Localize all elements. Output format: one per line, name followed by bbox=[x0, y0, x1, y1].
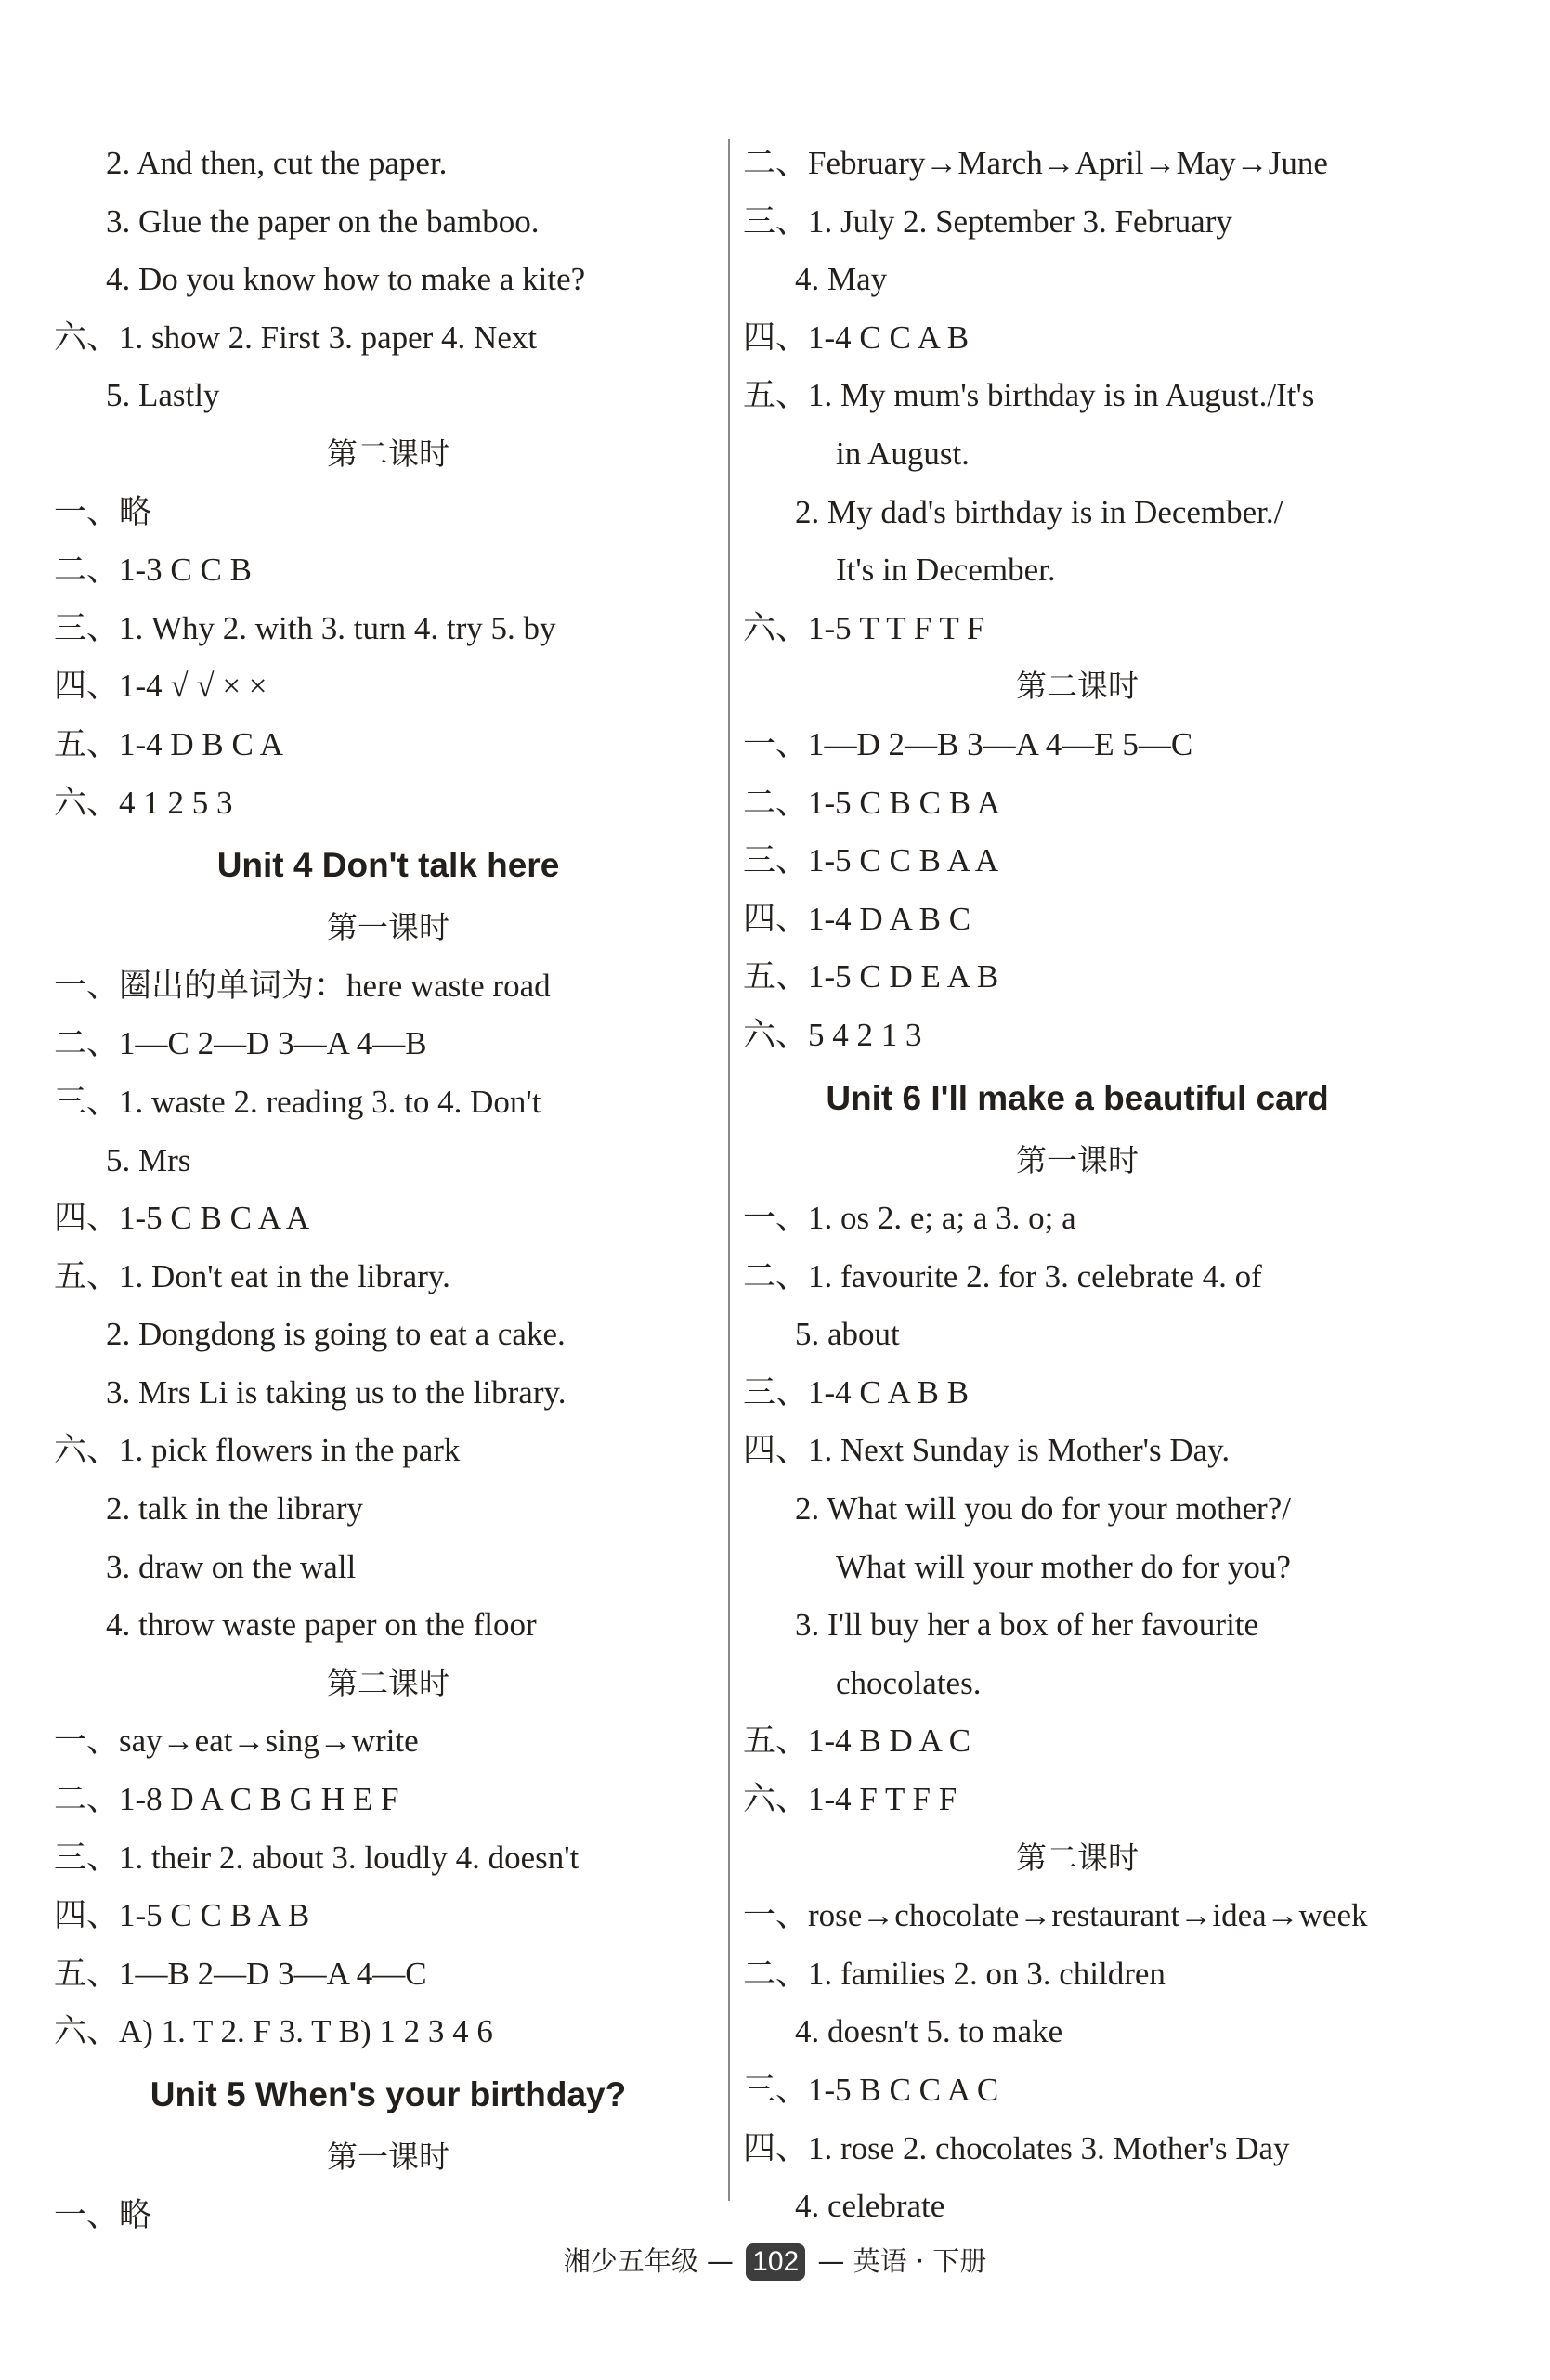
answer-line: 3. Glue the paper on the bamboo. bbox=[106, 202, 540, 240]
answer-line: 3. I'll buy her a box of her favourite bbox=[795, 1606, 1259, 1644]
answer-line: 一、略 bbox=[54, 493, 152, 530]
answer-line: 2. talk in the library bbox=[106, 1490, 364, 1528]
answer-line: 四、1. Next Sunday is Mother's Day. bbox=[743, 1432, 1231, 1469]
footer-book-info: 湘少五年级 — bbox=[563, 2245, 734, 2277]
answer-line: 二、1. favourite 2. for 3. celebrate 4. of bbox=[743, 1257, 1262, 1294]
lesson-heading: 第二课时 bbox=[327, 435, 449, 472]
answer-line: 2. What will you do for your mother?/ bbox=[795, 1490, 1291, 1528]
lesson-heading: 第一课时 bbox=[327, 2139, 449, 2175]
answer-line: 一、1. os 2. e; a; a 3. o; a bbox=[743, 1200, 1076, 1237]
answer-line: 六、1. pick flowers in the park bbox=[54, 1432, 461, 1469]
answer-line: 六、1-5 T T F T F bbox=[743, 609, 985, 646]
answer-line: 5. Lastly bbox=[106, 377, 220, 414]
answer-line: chocolates. bbox=[836, 1664, 982, 1701]
answer-line: 一、rose→chocolate→restaurant→idea→week bbox=[743, 1897, 1368, 1934]
answer-line: 2. Dongdong is going to eat a cake. bbox=[106, 1316, 566, 1353]
footer-subject-info: — 英语 · 下册 bbox=[817, 2245, 987, 2277]
answer-line: 三、1-5 C C B A A bbox=[743, 842, 999, 879]
answer-line: 五、1—B 2—D 3—A 4—C bbox=[54, 1955, 427, 1992]
answer-line: 5. about bbox=[795, 1316, 900, 1353]
answer-line: 六、5 4 2 1 3 bbox=[743, 1016, 922, 1053]
answer-line: 3. draw on the wall bbox=[106, 1548, 357, 1585]
answer-line: 一、say→eat→sing→write bbox=[54, 1723, 419, 1760]
answer-line: 二、February→March→April→May→June bbox=[743, 145, 1328, 181]
answer-line: 一、1—D 2—B 3—A 4—E 5—C bbox=[743, 725, 1193, 762]
answer-line: 二、1-5 C B C B A bbox=[743, 784, 1001, 821]
answer-line: 三、1-5 B C C A C bbox=[743, 2072, 999, 2108]
answer-line: 六、1. show 2. First 3. paper 4. Next bbox=[54, 319, 538, 356]
answer-line: 五、1-5 C D E A B bbox=[743, 958, 999, 995]
answer-line: 3. Mrs Li is taking us to the library. bbox=[106, 1373, 567, 1411]
answer-line: 4. doesn't 5. to make bbox=[795, 2013, 1063, 2050]
answer-line: It's in December. bbox=[836, 552, 1056, 589]
answer-line: 五、1-4 B D A C bbox=[743, 1723, 971, 1760]
answer-line: 一、略 bbox=[54, 2196, 152, 2233]
answer-line: 2. My dad's birthday is in December./ bbox=[795, 493, 1283, 530]
column-divider bbox=[728, 139, 730, 2201]
answer-line: 三、1-4 C A B B bbox=[743, 1373, 970, 1411]
answer-line: 一、圈出的单词为：here waste road bbox=[54, 967, 551, 1004]
answer-line: in August. bbox=[836, 435, 970, 472]
answer-line: 二、1-3 C C B bbox=[54, 552, 252, 589]
unit-heading: Unit 6 I'll make a beautiful card bbox=[826, 1078, 1329, 1117]
answer-line: 4. May bbox=[795, 261, 888, 298]
answer-line: 五、1-4 D B C A bbox=[54, 725, 283, 762]
lesson-heading: 第二课时 bbox=[1016, 668, 1139, 705]
answer-line: 四、1. rose 2. chocolates 3. Mother's Day bbox=[743, 2129, 1290, 2166]
answer-line: 三、1. their 2. about 3. loudly 4. doesn't bbox=[54, 1839, 580, 1876]
answer-line: 二、1-8 D A C B G H E F bbox=[54, 1781, 399, 1818]
answer-line: 四、1-4 √ √ × × bbox=[54, 668, 267, 705]
answer-line: What will your mother do for you? bbox=[836, 1548, 1291, 1585]
left-answer-column bbox=[54, 135, 723, 2244]
page-footer bbox=[0, 2238, 1550, 2284]
answer-line: 四、1-4 C C A B bbox=[743, 319, 970, 356]
lesson-heading: 第一课时 bbox=[1016, 1141, 1139, 1178]
answer-line: 4. celebrate bbox=[795, 2188, 945, 2225]
lesson-heading: 第二课时 bbox=[1016, 1839, 1139, 1876]
answer-line: 五、1. My mum's birthday is in August./It's bbox=[743, 377, 1315, 414]
answer-line: 5. Mrs bbox=[106, 1141, 191, 1178]
unit-heading: Unit 5 When's your birthday? bbox=[150, 2075, 627, 2113]
right-answer-column bbox=[743, 135, 1412, 2236]
answer-line: 五、1. Don't eat in the library. bbox=[54, 1257, 450, 1294]
answer-line: 二、1. families 2. on 3. children bbox=[743, 1955, 1166, 1992]
answer-line: 4. Do you know how to make a kite? bbox=[106, 261, 586, 298]
answer-line: 三、1. Why 2. with 3. turn 4. try 5. by bbox=[54, 609, 556, 646]
answer-line: 2. And then, cut the paper. bbox=[106, 145, 448, 181]
answer-line: 4. throw waste paper on the floor bbox=[106, 1606, 537, 1644]
answer-line: 三、1. July 2. September 3. February bbox=[743, 202, 1232, 240]
answer-line: 四、1-4 D A B C bbox=[743, 900, 971, 937]
answer-line: 六、A) 1. T 2. F 3. T B) 1 2 3 4 6 bbox=[54, 2013, 493, 2050]
lesson-heading: 第二课时 bbox=[327, 1664, 449, 1701]
answer-line: 四、1-5 C C B A B bbox=[54, 1897, 310, 1934]
answer-line: 三、1. waste 2. reading 3. to 4. Don't bbox=[54, 1083, 541, 1120]
answer-line: 六、1-4 F T F F bbox=[743, 1781, 957, 1818]
lesson-heading: 第一课时 bbox=[327, 909, 449, 946]
page-number: 102 bbox=[746, 2243, 805, 2281]
answer-line: 六、4 1 2 5 3 bbox=[54, 784, 233, 821]
answer-line: 二、1—C 2—D 3—A 4—B bbox=[54, 1025, 427, 1062]
unit-heading: Unit 4 Don't talk here bbox=[216, 846, 560, 885]
answer-line: 四、1-5 C B C A A bbox=[54, 1200, 310, 1237]
